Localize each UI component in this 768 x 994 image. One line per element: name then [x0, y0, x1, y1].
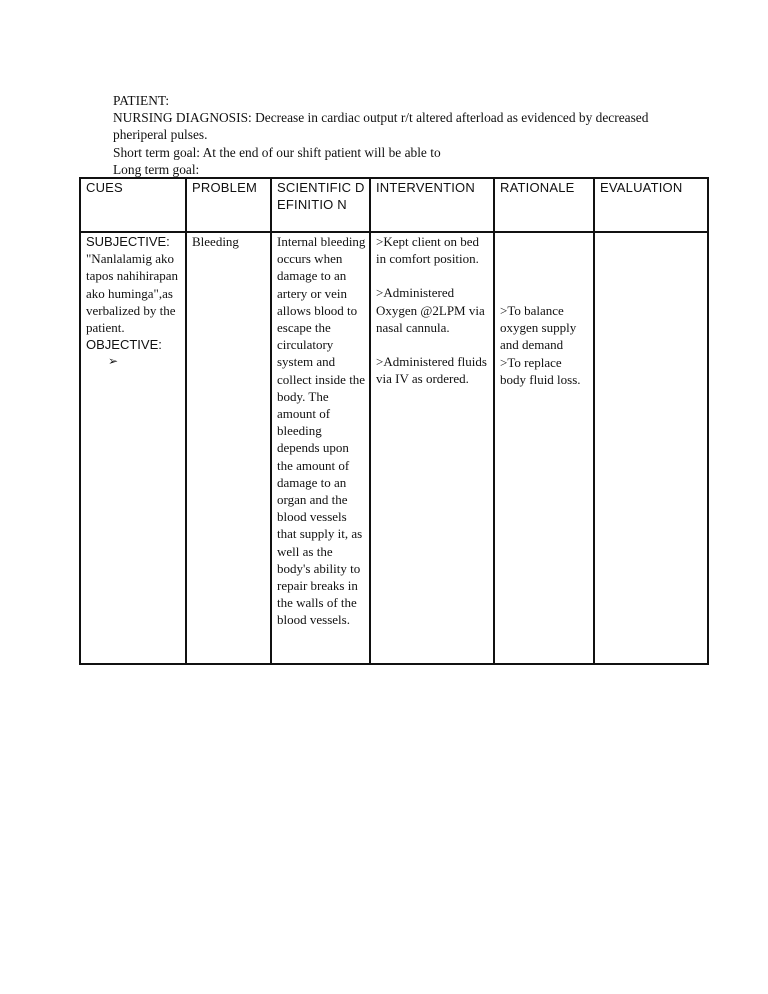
- column-header-rationale: RATIONALE: [494, 178, 594, 232]
- diagnosis-label: NURSING DIAGNOSIS:: [113, 110, 252, 126]
- cues-cell: [80, 232, 186, 664]
- intervention-item: >Kept client on bed in comfort position.: [376, 234, 479, 267]
- table-row: [80, 232, 708, 664]
- column-header-evaluation: EVALUATION: [594, 178, 708, 232]
- care-plan-header: [113, 92, 673, 178]
- nursing-care-plan-table: [79, 177, 709, 665]
- patient-label: PATIENT:: [113, 93, 170, 108]
- rationale-cell: [494, 232, 594, 664]
- intervention-item: >Administered Oxygen @2LPM via nasal cannula.: [376, 285, 485, 335]
- objective-label: OBJECTIVE:: [86, 337, 162, 353]
- nursing-diagnosis: [113, 109, 673, 143]
- column-header-problem: PROBLEM: [186, 178, 271, 232]
- rationale-item: >To replace body fluid loss.: [500, 354, 581, 387]
- short-goal-label: Short term goal:: [113, 144, 201, 160]
- objective-bullet-icon: ➢: [108, 354, 119, 369]
- short-term-goal: [113, 144, 673, 161]
- short-goal-text: At the end of our shift patient will be able to: [200, 144, 441, 160]
- long-term-goal: Long term goal:: [113, 161, 200, 177]
- rationale-item: >To balance oxygen supply and demand: [500, 303, 577, 353]
- scientific-definition-cell: Internal bleeding occurs when damage to an artery or vein allows blood to escape the circulatory system and collect inside the body. The amount of bleeding depends upon the amount of damage to an organ and the blood vessels that supply it, as well as the body's ability to repair breaks in the walls of the blood vessels.: [271, 232, 370, 664]
- table-header-row: [80, 178, 708, 232]
- diagnosis-text: Decrease in cardiac output r/t altered afterload as evidenced by decreased pheriperal pulses.: [113, 110, 649, 143]
- evaluation-cell: [594, 232, 708, 664]
- subjective-label: SUBJECTIVE:: [86, 234, 170, 249]
- column-header-cues: CUES: [80, 178, 186, 232]
- intervention-cell: [370, 232, 494, 664]
- problem-cell: Bleeding: [186, 232, 271, 664]
- intervention-item: >Administered fluids via IV as ordered.: [376, 354, 487, 387]
- column-header-intervention: INTERVENTION: [370, 178, 494, 232]
- subjective-text: "Nanlalamig ako tapos nahihirapan ako huminga",as verbalized by the patient.: [86, 251, 179, 336]
- column-header-scientific-definition: SCIENTIFIC DEFINITIO N: [271, 178, 370, 232]
